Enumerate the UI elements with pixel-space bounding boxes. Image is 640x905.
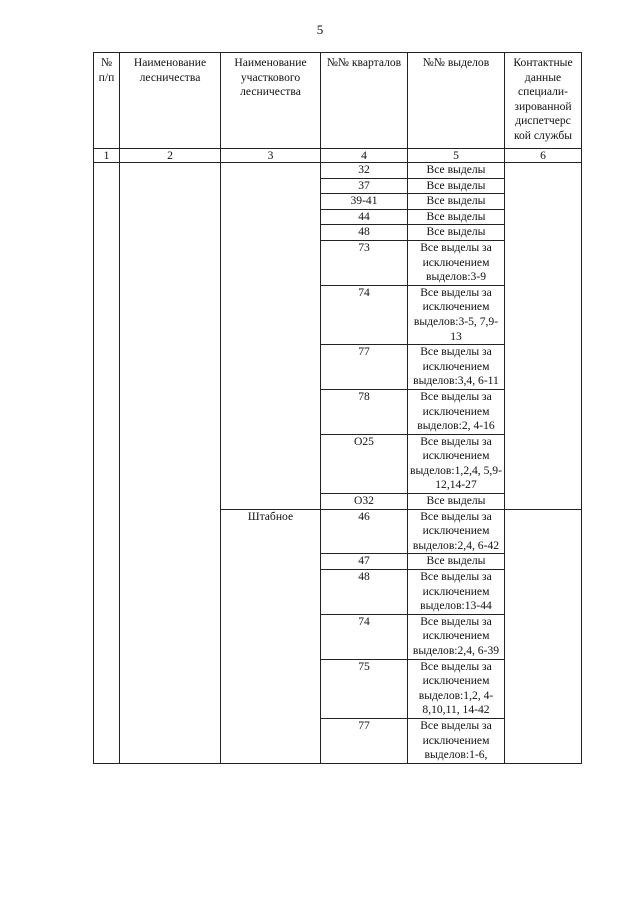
- plots-cell: Все выделы за исключением выделов:3-5, 7,9-13: [408, 285, 505, 344]
- quarter-cell: 77: [321, 718, 408, 763]
- header-cell: №№ кварталов: [321, 53, 408, 149]
- plots-cell: Все выделы: [408, 178, 505, 194]
- column-number: 4: [321, 149, 408, 163]
- quarter-cell: 37: [321, 178, 408, 194]
- plots-cell: Все выделы за исключением выделов:13-44: [408, 570, 505, 615]
- header-cell: Наименование лесничества: [120, 53, 221, 149]
- plots-cell: Все выделы за исключением выделов:3,4, 6-11: [408, 345, 505, 390]
- quarter-cell: 74: [321, 614, 408, 659]
- contact-cell: [505, 509, 582, 763]
- quarter-cell: 48: [321, 225, 408, 241]
- plots-cell: Все выделы: [408, 554, 505, 570]
- page-number: 5: [316, 22, 324, 37]
- quarter-cell: 73: [321, 240, 408, 285]
- quarter-cell: 44: [321, 209, 408, 225]
- quarter-cell: 48: [321, 570, 408, 615]
- header-cell: Контактные данные специали-зированной диспетчерс кой службы: [505, 53, 582, 149]
- index-cell: [94, 163, 120, 764]
- plots-cell: Все выделы: [408, 163, 505, 179]
- district-cell: Штабное: [221, 509, 321, 763]
- column-number: 5: [408, 149, 505, 163]
- header-cell: № п/п: [94, 53, 120, 149]
- quarter-cell: 78: [321, 389, 408, 434]
- plots-cell: Все выделы за исключением выделов:1-6,: [408, 718, 505, 763]
- quarter-cell: О25: [321, 434, 408, 493]
- quarter-cell: О32: [321, 494, 408, 510]
- column-number-row: [94, 149, 582, 163]
- quarter-cell: 75: [321, 659, 408, 718]
- forestry-cell: [120, 163, 221, 764]
- quarter-cell: 39-41: [321, 194, 408, 210]
- plots-cell: Все выделы: [408, 494, 505, 510]
- plots-cell: Все выделы: [408, 194, 505, 210]
- quarter-cell: 32: [321, 163, 408, 179]
- header-cell: Наименование участкового лесничества: [221, 53, 321, 149]
- district-cell: [221, 163, 321, 510]
- quarter-cell: 47: [321, 554, 408, 570]
- plots-cell: Все выделы за исключением выделов:2, 4-16: [408, 389, 505, 434]
- plots-cell: Все выделы: [408, 209, 505, 225]
- plots-cell: Все выделы за исключением выделов:1,2, 4-8,10,11, 14-42: [408, 659, 505, 718]
- contact-cell: [505, 163, 582, 510]
- table-row: [94, 163, 582, 179]
- plots-cell: Все выделы за исключением выделов:2,4, 6-42: [408, 509, 505, 554]
- header-cell: №№ выделов: [408, 53, 505, 149]
- quarter-cell: 46: [321, 509, 408, 554]
- column-number: 6: [505, 149, 582, 163]
- data-table: [93, 52, 582, 764]
- quarter-cell: 77: [321, 345, 408, 390]
- plots-cell: Все выделы за исключением выделов:1,2,4, 5,9-12,14-27: [408, 434, 505, 493]
- column-number: 1: [94, 149, 120, 163]
- plots-cell: Все выделы за исключением выделов:3-9: [408, 240, 505, 285]
- plots-cell: Все выделы: [408, 225, 505, 241]
- column-number: 3: [221, 149, 321, 163]
- quarter-cell: 74: [321, 285, 408, 344]
- plots-cell: Все выделы за исключением выделов:2,4, 6-39: [408, 614, 505, 659]
- column-number: 2: [120, 149, 221, 163]
